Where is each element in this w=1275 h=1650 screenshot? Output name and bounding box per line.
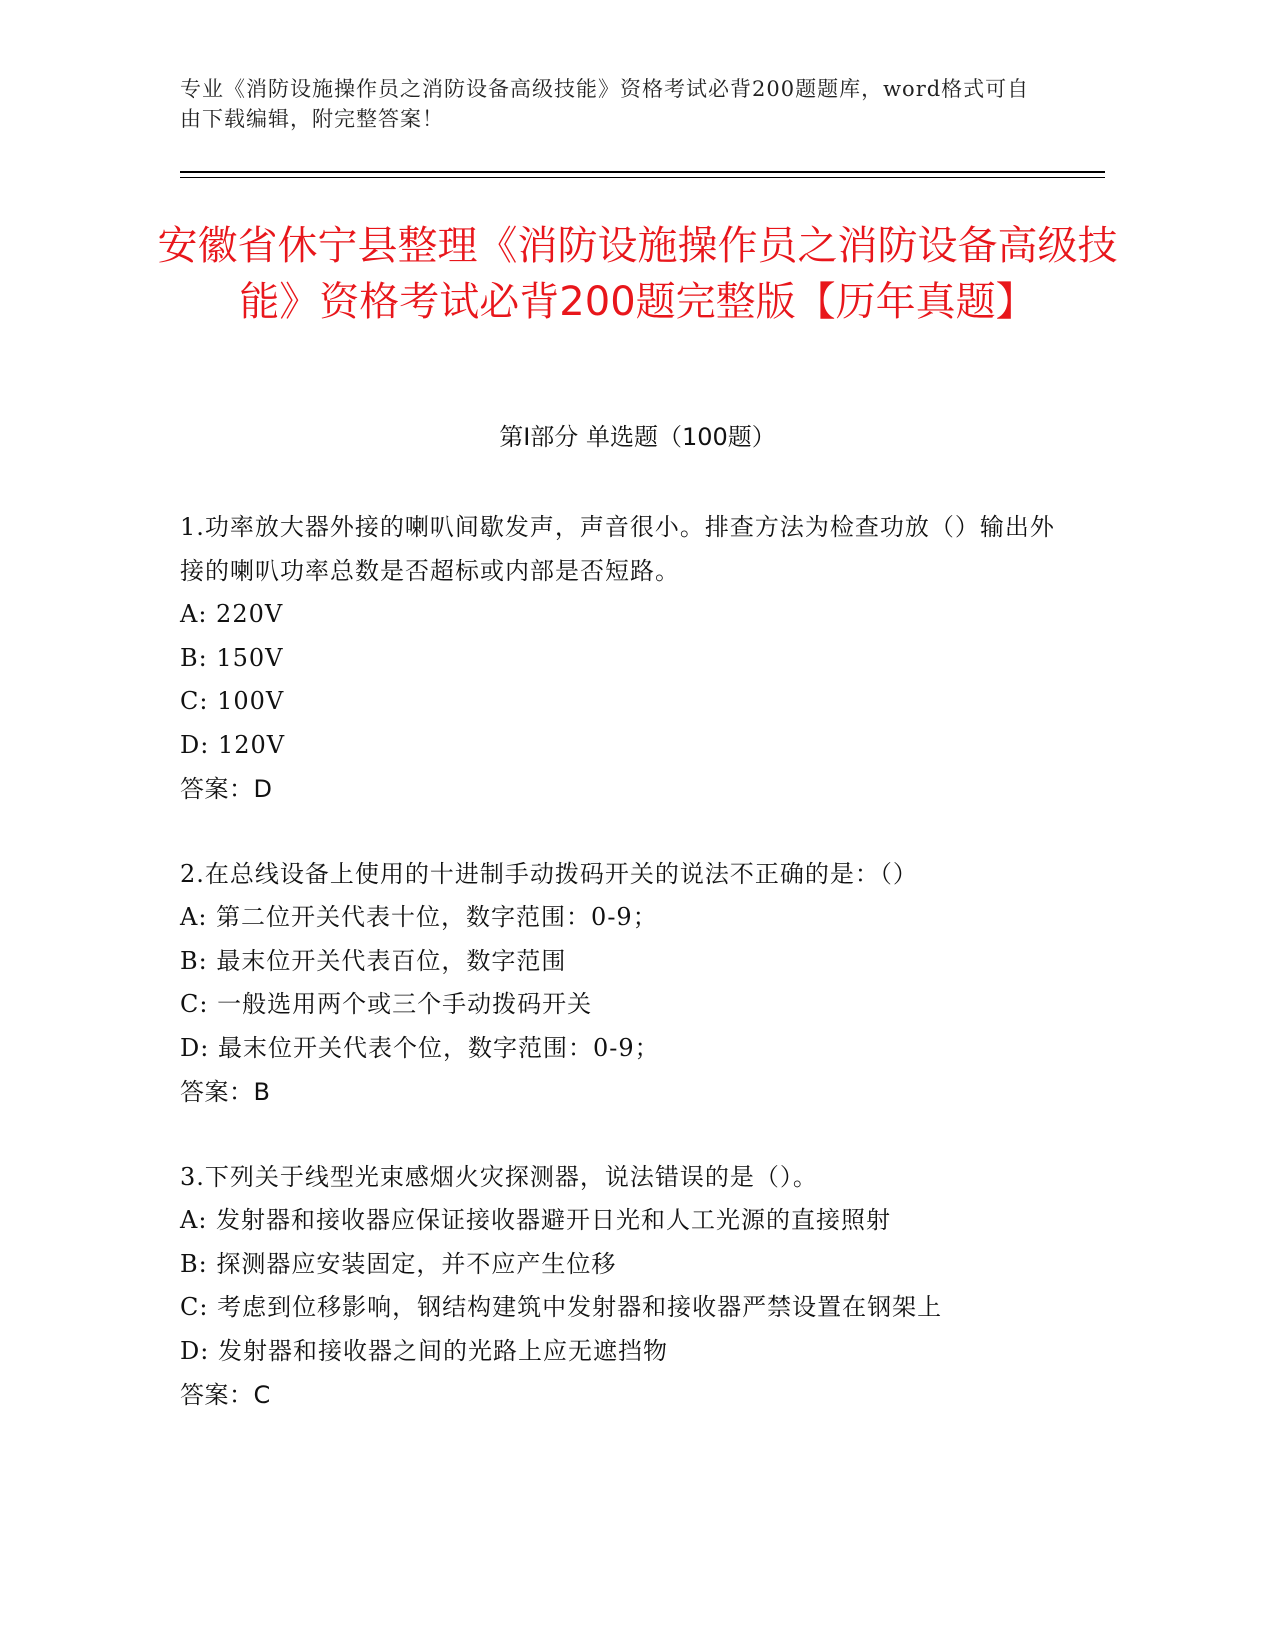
header-divider-thin xyxy=(180,177,1105,178)
option-a: A: 第二位开关代表十位，数字范围：0-9； xyxy=(180,903,658,931)
question-block xyxy=(180,1155,1060,1417)
section-heading: 第Ⅰ部分 单选题（100题） xyxy=(499,423,776,451)
option-b: B: 150V xyxy=(180,643,284,672)
option-d: D: 120V xyxy=(180,730,286,759)
option-c: C: 100V xyxy=(180,687,285,715)
option-b: B: 探测器应安装固定，并不应产生位移 xyxy=(180,1249,617,1278)
option-d: D: 最末位开关代表个位，数字范围：0-9； xyxy=(180,1033,660,1062)
question-block xyxy=(180,505,1060,811)
question-block xyxy=(180,852,1060,1114)
option-a: A: 220V xyxy=(180,600,284,628)
option-b: B: 最末位开关代表百位，数字范围 xyxy=(180,946,567,975)
question-stem: 2.在总线设备上使用的十进制手动拨码开关的说法不正确的是：（） xyxy=(180,860,918,888)
option-a: A: 发射器和接收器应保证接收器避开日光和人工光源的直接照射 xyxy=(180,1206,892,1234)
answer: 答案：B xyxy=(180,1078,271,1106)
question-stem: 3.下列关于线型光束感烟火灾探测器，说法错误的是（）。 xyxy=(180,1163,818,1191)
option-c: C: 考虑到位移影响，钢结构建筑中发射器和接收器严禁设置在钢架上 xyxy=(180,1293,943,1321)
document-title: 安徽省休宁县整理《消防设施操作员之消防设备高级技能》资格考试必背200题完整版【历年真题】 xyxy=(157,223,1118,325)
answer: 答案：D xyxy=(180,775,273,803)
option-c: C: 一般选用两个或三个手动拨码开关 xyxy=(180,990,593,1018)
header-note: 专业《消防设施操作员之消防设备高级技能》资格考试必背200题题库，word格式可自由下载编辑，附完整答案！ xyxy=(180,77,1030,131)
header-divider-thick xyxy=(180,171,1105,173)
question-stem: 1.功率放大器外接的喇叭间歇发声，声音很小。排查方法为检查功放（）输出外接的喇叭功率总数是否超标或内部是否短路。 xyxy=(180,513,1055,585)
option-d: D: 发射器和接收器之间的光路上应无遮挡物 xyxy=(180,1336,668,1365)
answer: 答案：C xyxy=(180,1381,271,1409)
